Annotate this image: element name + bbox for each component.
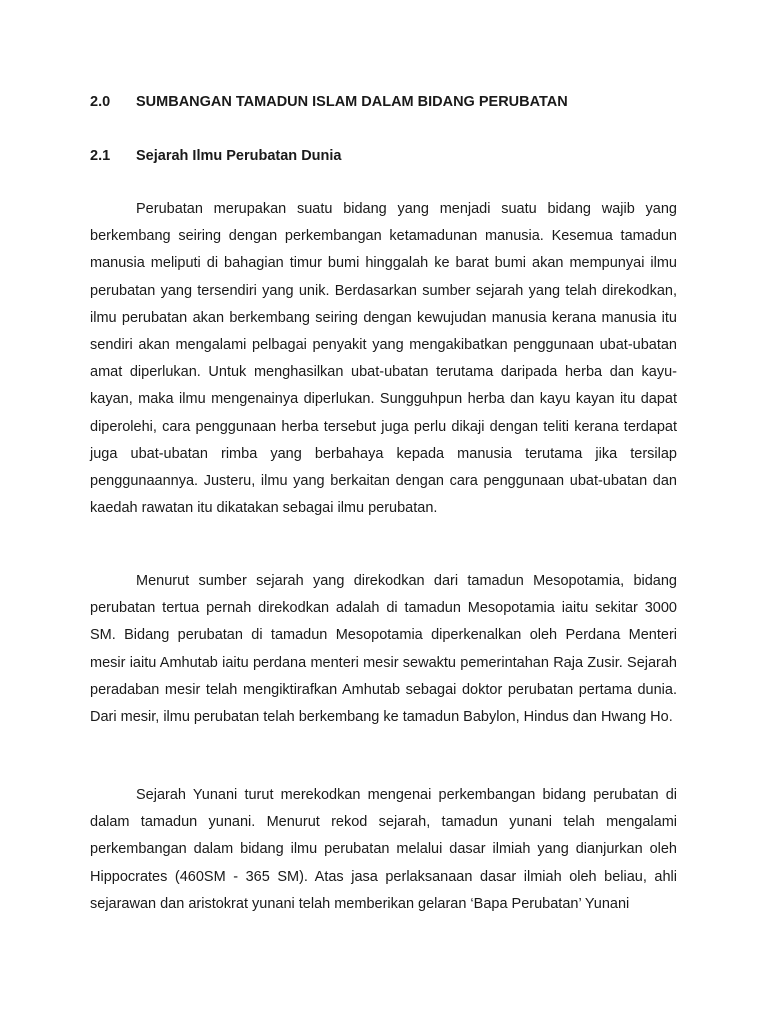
section-title: SUMBANGAN TAMADUN ISLAM DALAM BIDANG PERUBATAN [136,94,568,110]
paragraph-3: Sejarah Yunani turut merekodkan mengenai perkembangan bidang perubatan di dalam tamadun yunani. Menurut rekod sejarah, tamadun yunani telah mengalami perkembangan dalam bidang ilmu perubatan melalui dasar ilmiah yang dianjurkan oleh Hippocrates (460SM - 365 SM). Atas jasa perlaksanaan dasar ilmiah oleh beliau, ahli sejarawan dan aristokrat yunani telah memberikan gelaran ‘Bapa Perubatan’ Yunani [90,787,677,912]
paragraph-1: Perubatan merupakan suatu bidang yang menjadi suatu bidang wajib yang berkembang seiring dengan perkembangan ketamadunan manusia. Kesemua tamadun manusia meliputi di bahagian timur bumi hinggalah ke barat bumi akan mempunyai ilmu perubatan yang tersendiri yang unik. Berdasarkan sumber sejarah yang telah direkodkan, ilmu perubatan akan berkembang seiring dengan kewujudan manusia kerana manusia itu sendiri akan mengalami pelbagai penyakit yang mengakibatkan penggunaan ubat-ubatan amat diperlukan. Untuk menghasilkan ubat-ubatan terutama daripada herba dan kayu-kayan, maka ilmu mengenainya diperlukan. Sungguhpun herba dan kayu kayan itu dapat diperolehi, cara penggunaan herba tersebut juga perlu dikaji dengan teliti kerana terdapat juga ubat-ubatan rimba yang berbahaya kepada manusia terutama jika tersilap penggunaannya. Justeru, ilmu yang berkaitan dengan cara penggunaan ubat-ubatan dan kaedah rawatan itu dikatakan sebagai ilmu perubatan. [90,201,677,517]
subsection-heading [90,146,341,166]
paragraph-2: Menurut sumber sejarah yang direkodkan dari tamadun Mesopotamia, bidang perubatan tertua pernah direkodkan adalah di tamadun Mesopotamia iaitu sekitar 3000 SM. Bidang perubatan di tamadun Mesopotamia diperkenalkan oleh Perdana Menteri mesir iaitu Amhutab iaitu perdana menteri mesir sewaktu pemerintahan Raja Zusir. Sejarah peradaban mesir telah mengiktirafkan Amhutab sebagai doktor perubatan pertama dunia. Dari mesir, ilmu perubatan telah berkembang ke tamadun Babylon, Hindus dan Hwang Ho. [90,573,677,726]
subsection-number: 2.1 [90,148,111,164]
section-heading [90,92,568,112]
subsection-title: Sejarah Ilmu Perubatan Dunia [136,148,342,164]
section-number: 2.0 [90,94,111,110]
